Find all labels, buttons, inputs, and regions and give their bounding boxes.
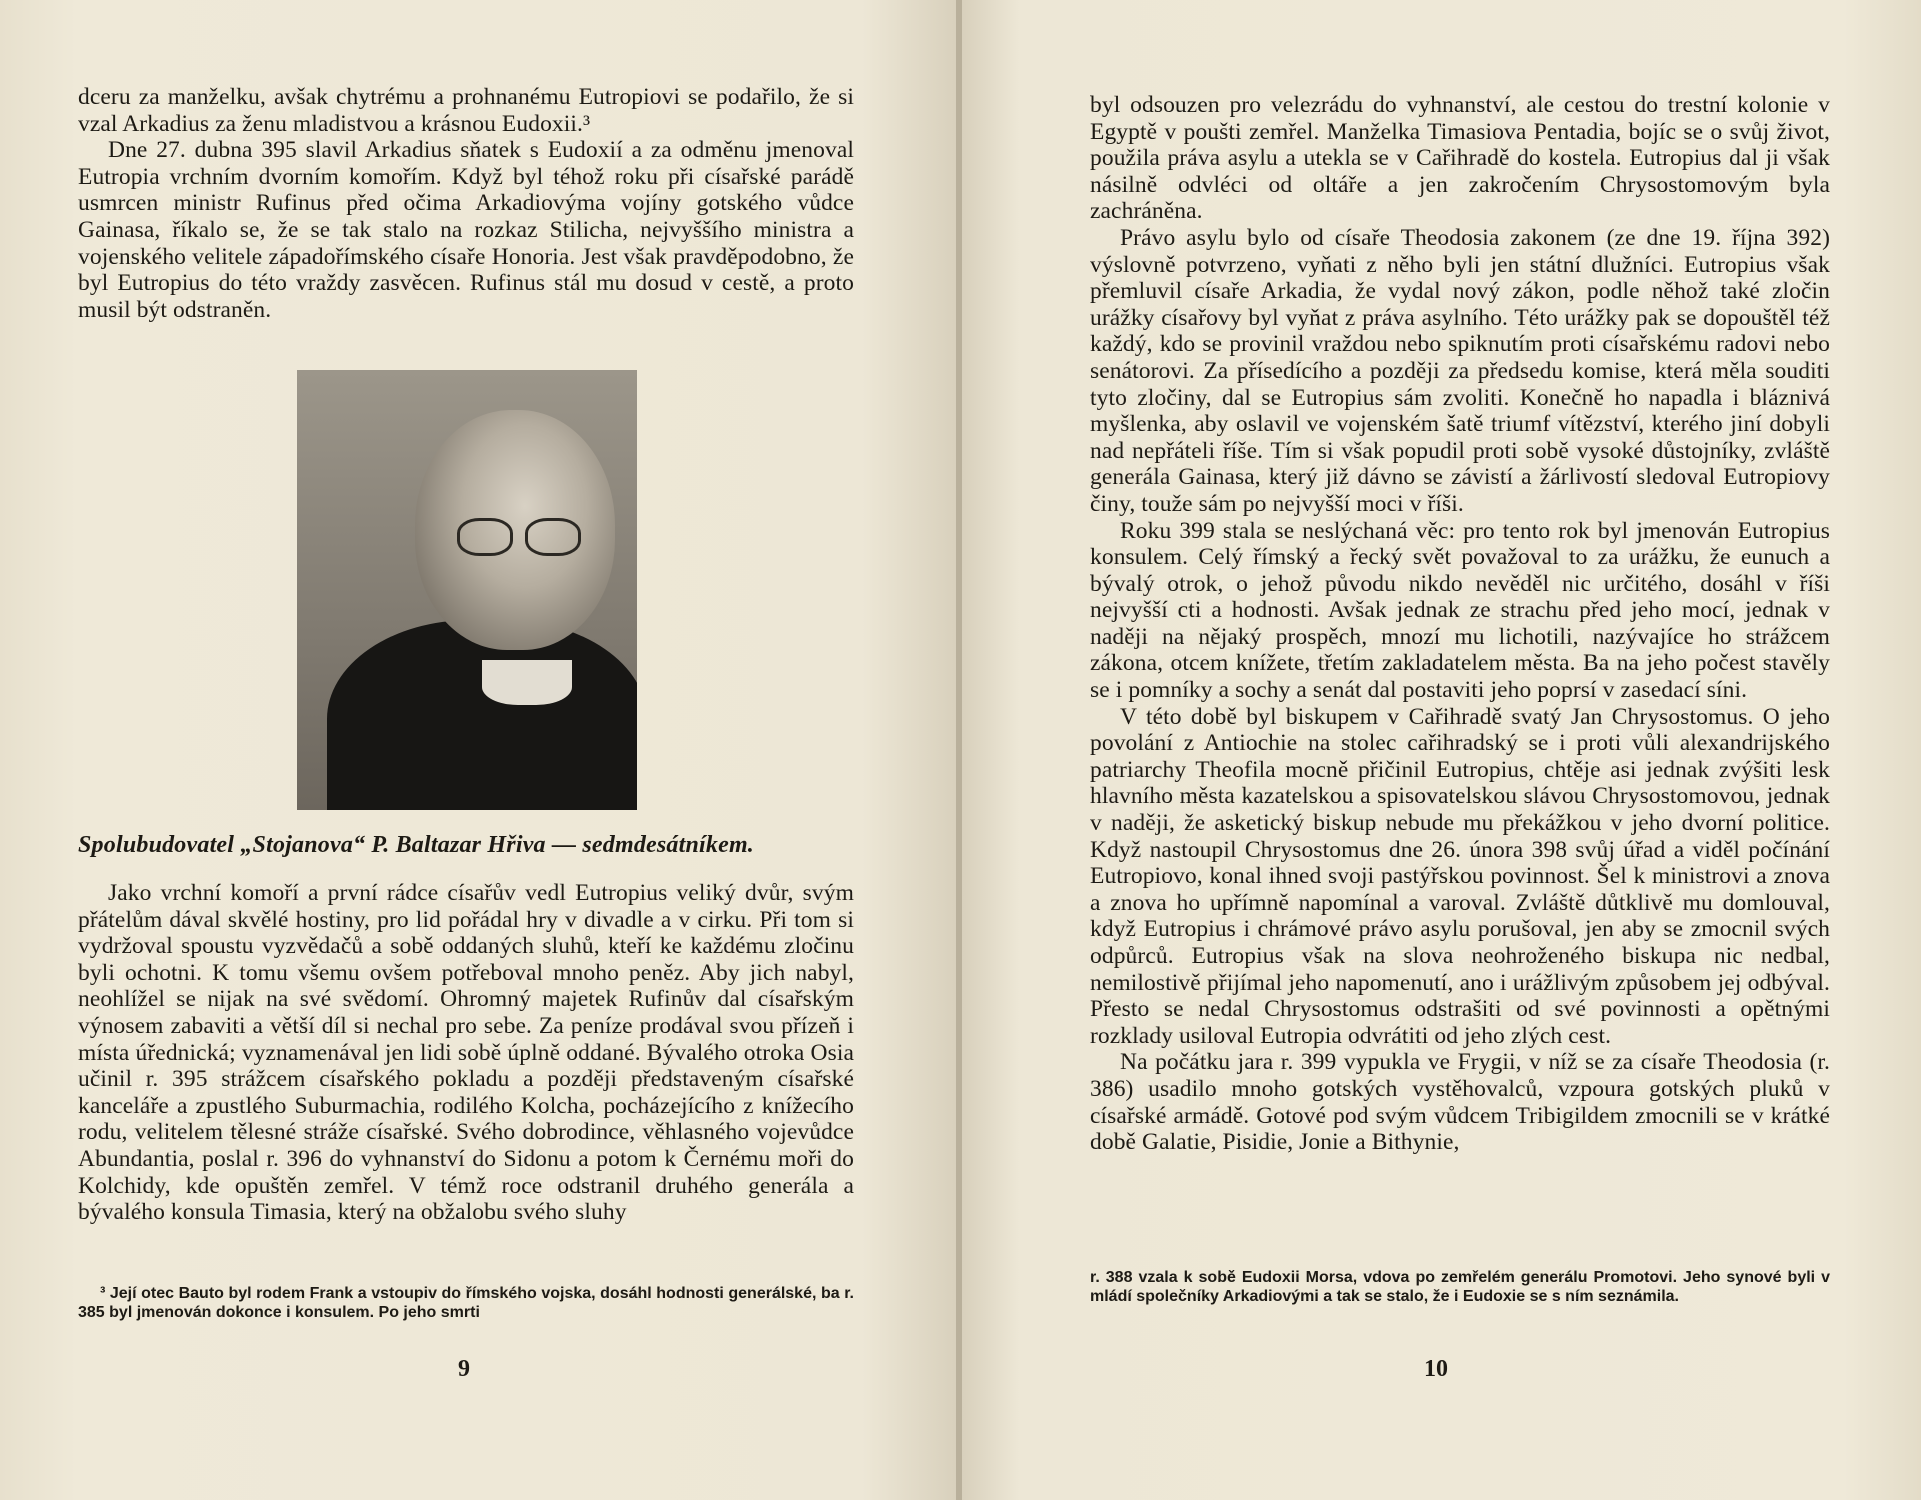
right-body-text [1090, 92, 1830, 1156]
portrait-photo [297, 370, 637, 810]
paragraph: Právo asylu bylo od císaře Theodosia zakonem (ze dne 19. října 392) výslovně potvrzeno, vyňati z něho byli jen státní dlužníci. Eutropius však přemluvil císaře Arkadia, že vydal nový zákon, podle něhož také zločin urážky císařovy byl vyňat z práva asylního. Této urážky pak se dopouštěl též každý, kdo se provinil vraždou nebo spiknutím proti císařskému radovi nebo senátorovi. Za přísedícího a později za předsedu komise, která měla souditi tyto zločiny, dal se Eutropius sám zvoliti. Konečně ho napadla i bláznivá myšlenka, aby oslavil ve vojenském šatě triumf vítězství, kterého jiní dobyli nad nepřáteli říše. Tím si však popudil proti sobě vysoké důstojníky, zvláště generála Gainasa, který již dávno se závistí a žárlivostí sledoval Eutropiovy činy, touže sám po nejvyšší moci v říši. [1090, 224, 1830, 517]
footnote: r. 388 vzala k sobě Eudoxii Morsa, vdova po zemřelém generálu Promotovi. Jeho synové byli v mládí společníky Arkadiovými a tak se stalo, že i Eudoxie se s ním seznámila. [1090, 1269, 1830, 1305]
paragraph: V této době byl biskupem v Cařihradě svatý Jan Chrysostomus. O jeho povolání z Antiochie na stolec cařihradský se i proti vůli alexandrijského patriarchy Theofila mocně přičinil Eutropius, chtěje asi jednak zvýšiti lesk hlavního města kazatelskou a spisovatelskou slávou Chrysostomovou, jednak v naději, že asketický biskup nebude mu překážkou v jeho dvorní politice. Když nastoupil Chrysostomus dne 26. února 398 svůj úřad a viděl počínání Eutropiovo, konal ihned svoji pastýřskou povinnost. Šel k ministrovi a znova a znova ho upřímně napomínal a varoval. Zvláště důtklivě mu domlouval, když Eutropius i chrámové právo asylu porušoval, jen aby se zmocnil svých odpůrců. Eutropius však na slova neohroženého biskupa nic nedbal, nemilostivě přijímal jeho napomenutí, ano i urážlivým způsobem jej odbýval. Přesto se nedal Chrysostomus odstrašiti od své povinnosti a opětnými rozklady usiloval Eutropia odvrátiti od jeho zlých cest. [1090, 703, 1830, 1049]
left-page [0, 0, 958, 1500]
paragraph: byl odsouzen pro velezrádu do vyhnanství, ale cestou do trestní kolonie v Egyptě v poušti zemřel. Manželka Timasiova Pentadia, bojíc se o svůj život, použila práva asylu a utekla se v Cařihradě do kostela. Eutropius dal ji však násilně odvléci od oltáře a jen zakročením Chrysostomovým byla zachráněna. [1090, 92, 1830, 225]
footnote: ³ Její otec Bauto byl rodem Frank a vstoupiv do římského vojska, dosáhl hodnosti generálské, ba r. 385 byl jmenován dokonce i konsulem. Po jeho smrti [78, 1285, 854, 1321]
left-top-text [78, 84, 854, 323]
paragraph: Dne 27. dubna 395 slavil Arkadius sňatek s Eudoxií a za odměnu jmenoval Eutropia vrchním dvorním komořím. Když byl téhož roku při císařské parádě usmrcen ministr Rufinus před očima Arkadiovýma vojíny gotského vůdce Gainasa, říkalo se, že se tak stalo na rozkaz Stilicha, nejvyššího ministra a vojenského velitele západořímského císaře Honoria. Jest však pravděpodobno, že byl Eutropius do této vraždy zasvěcen. Rufinus stál mu dosud v cestě, a proto musil být odstraněn. [78, 137, 854, 323]
paragraph: dceru za manželku, avšak chytrému a prohnanému Eutropiovi se podařilo, že si vzal Arkadius za ženu mladistvou a krásnou Eudoxii.³ [78, 84, 854, 137]
paragraph: Roku 399 stala se neslýchaná věc: pro tento rok byl jmenován Eutropius konsulem. Celý římský a řecký svět považoval to za urážku, že eunuch a bývalý otrok, o jehož původu nikdo nevěděl nic určitého, dosáhl v říši nejvyšší cti a hodnosti. Avšak jednak ze strachu před jeho mocí, jednak v naději na nějaký prospěch, mnozí mu lichotili, nazývajíce ho strážcem zákona, otcem knížete, třetím zakladatelem města. Ba na jeho počest stavěly se i pomníky a sochy a senát dal postaviti jeho poprsí v zasedací síni. [1090, 517, 1830, 704]
right-page [962, 0, 1921, 1500]
page-number: 10 [1424, 1356, 1448, 1382]
left-body-text [78, 880, 854, 1226]
page-number: 9 [458, 1356, 470, 1382]
paragraph: Jako vrchní komoří a první rádce císařův vedl Eutropius veliký dvůr, svým přátelům dával skvělé hostiny, pro lid pořádal hry v divadle a v cirku. Při tom si vydržoval spoustu vyzvědačů a sobě oddaných sluhů, kteří ke každému zločinu byli ochotni. K tomu všemu ovšem potřeboval mnoho peněz. Aby jich nabyl, neohlížel se nijak na své svědomí. Ohromný majetek Rufinův dal císařským výnosem zabaviti a větší díl si nechal pro sebe. Za peníze prodával svou přízeň i místa úřednická; vyznamenával jen lidi sobě úplně oddané. Bývalého otroka Osia učinil r. 395 strážcem císařského pokladu a později představeným císařské kanceláře a zpustlého Suburmachia, rodilého Kolcha, pocházejícího z knížecího rodu, velitelem tělesné stráže císařské. Svého dobrodince, věhlasného vojevůdce Abundantia, poslal r. 396 do vyhnanství do Sidonu a potom k Černému moři do Kolchidy, kde opuštěn zemřel. V témž roce odstranil druhého generála a bývalého konsula Timasia, který na obžalobu svého sluhy [78, 880, 854, 1226]
paragraph: Na počátku jara r. 399 vypukla ve Frygii, v níž se za císaře Theodosia (r. 386) usadilo mnoho gotských vystěhovalců, vzpoura gotských pluků v císařské armádě. Gotové pod svým vůdcem Tribigildem zmocnili se v krátké době Galatie, Pisidie, Jonie a Bithynie, [1090, 1049, 1830, 1156]
photo-caption: Spolubudovatel „Stojanova“ P. Baltazar Hřiva — sedmdesátníkem. [78, 832, 755, 858]
